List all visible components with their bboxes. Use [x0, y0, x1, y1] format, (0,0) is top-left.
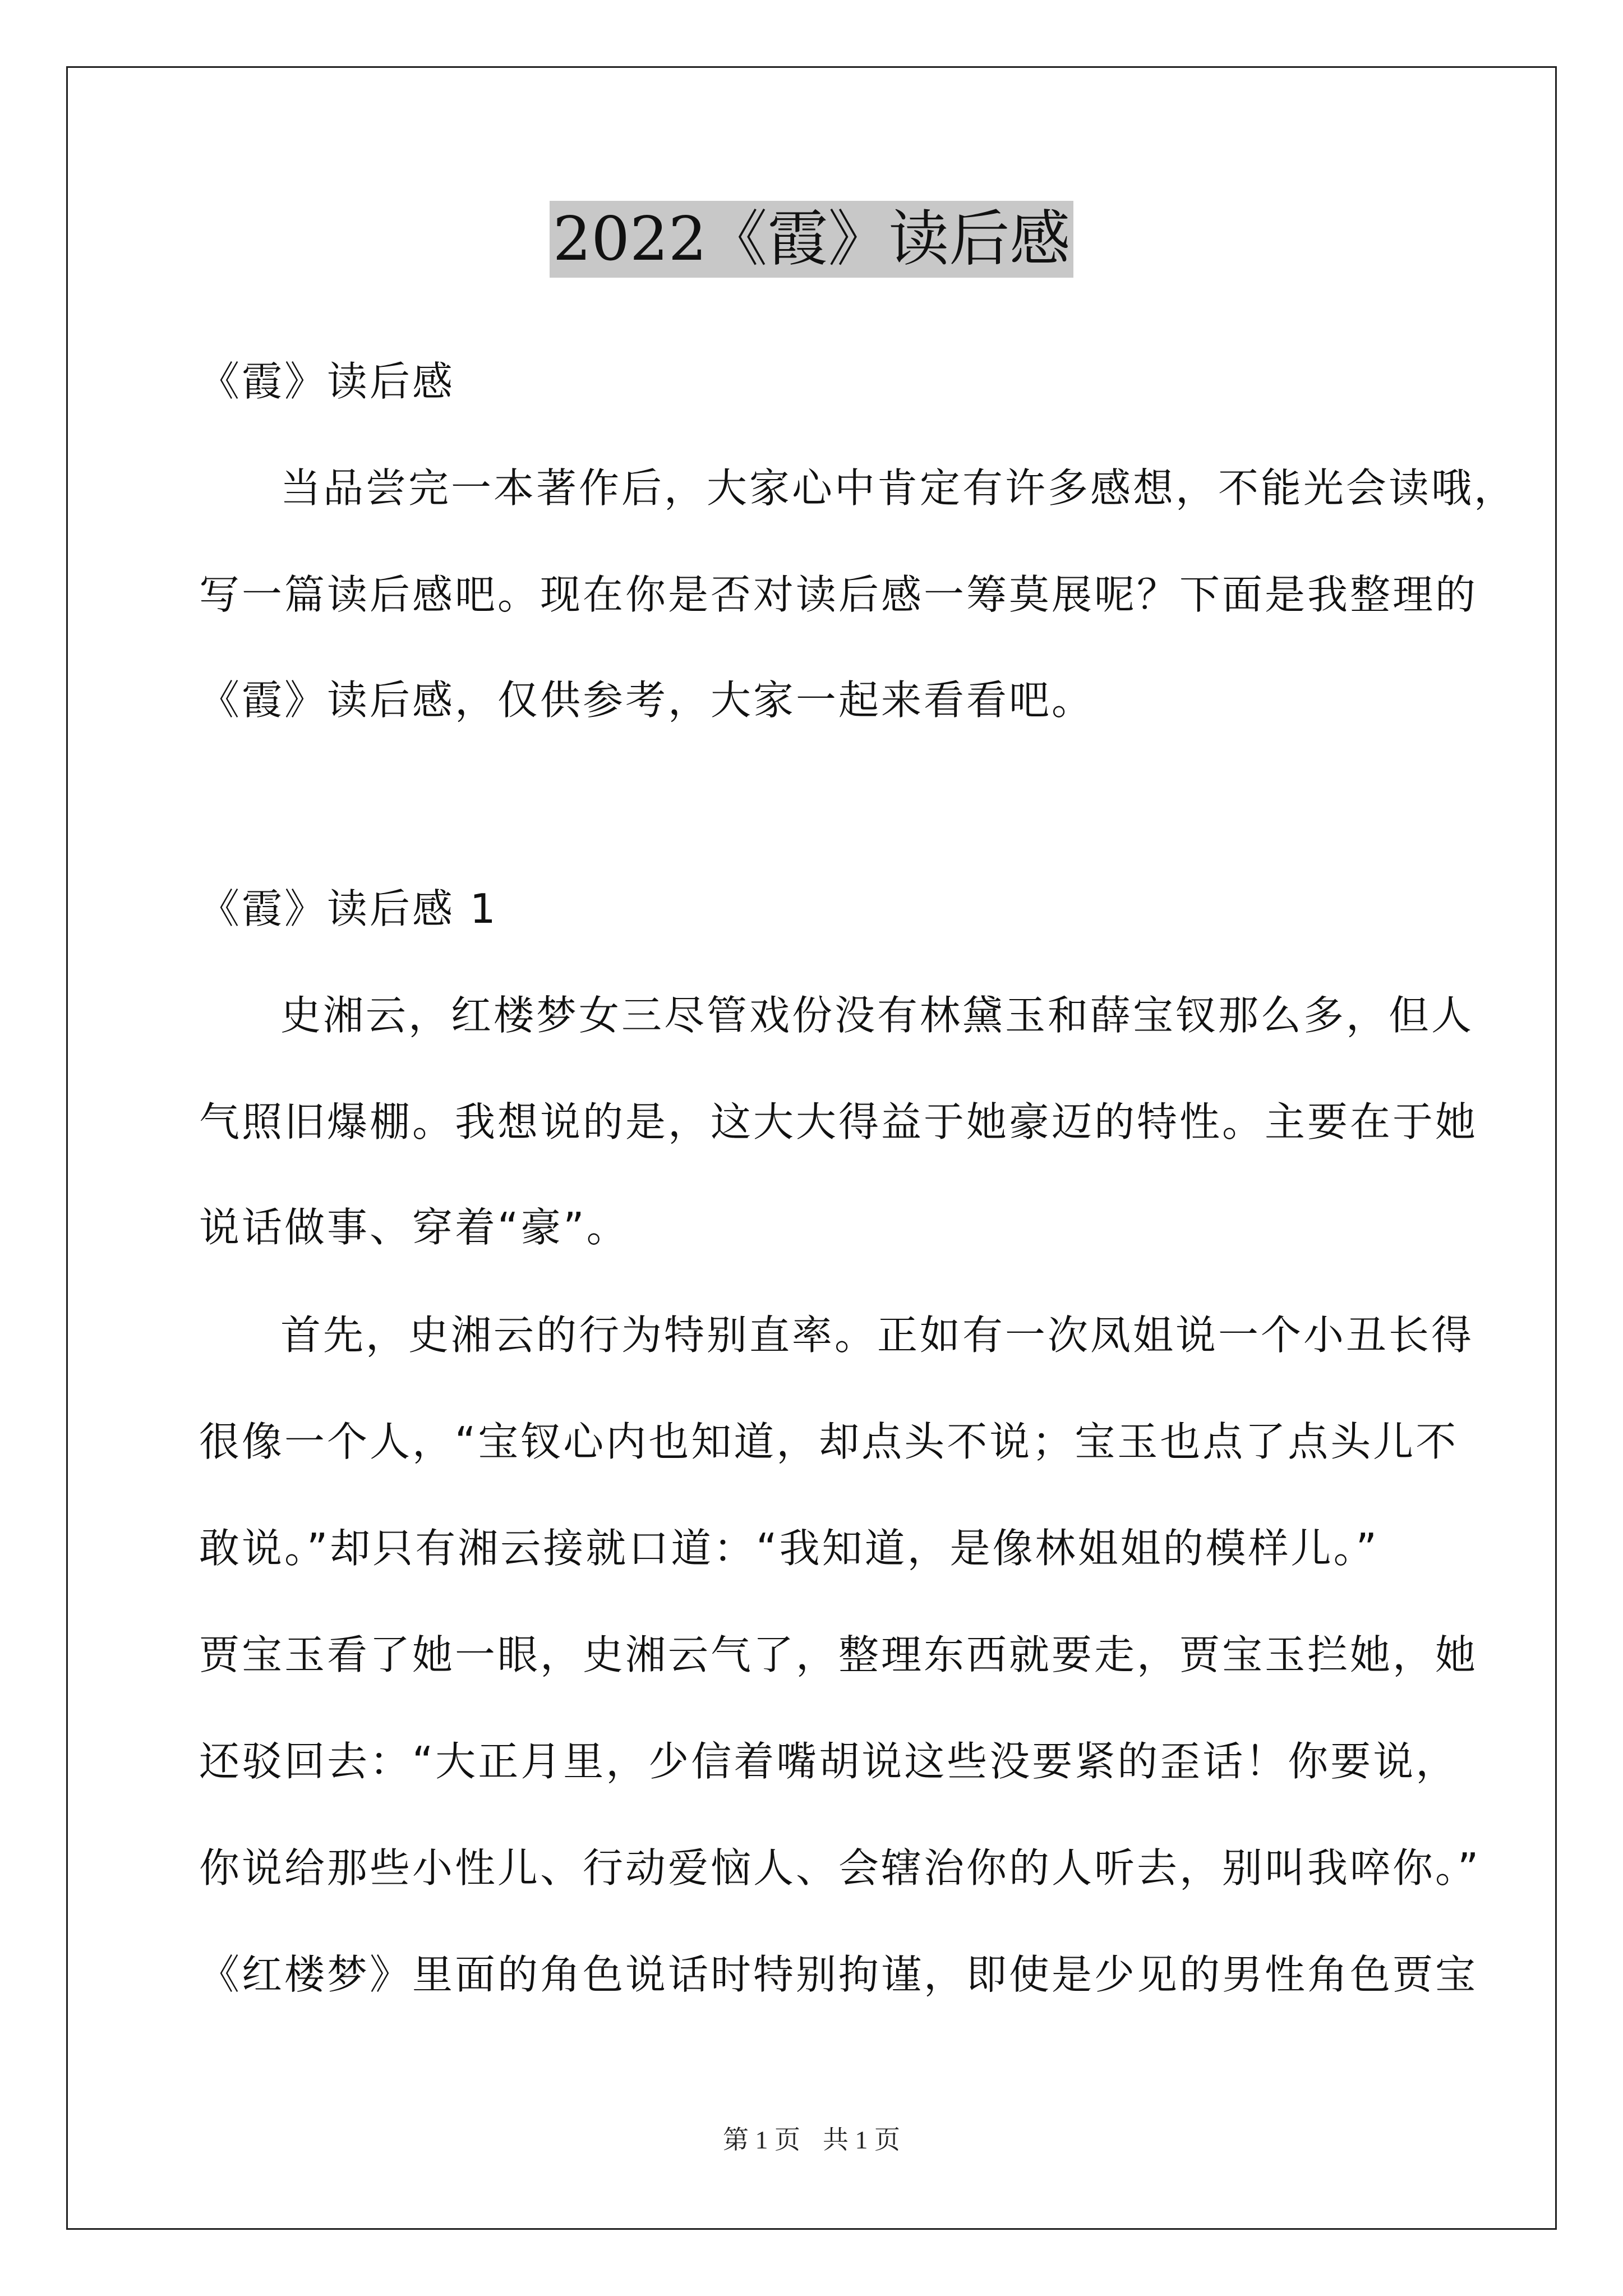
page-footer [0, 2119, 1623, 2156]
paragraph-line: 还驳回去：“大正月里，少信着嘴胡说这些没要紧的歪话！你要说， [199, 1738, 1459, 1785]
intro-line: 当品尝完一本著作后，大家心中肯定有许多感想，不能光会读哦， [280, 464, 1517, 512]
section-heading: 《霞》读后感 1 [199, 885, 498, 932]
intro-line: 写一篇读后感吧。现在你是否对读后感一筹莫展呢？下面是我整理的 [199, 571, 1478, 618]
subtitle: 《霞》读后感 [199, 358, 455, 405]
paragraph-line: 史湘云，红楼梦女三尽管戏份没有林黛玉和薛宝钗那么多，但人 [280, 992, 1474, 1039]
document-title-text: 2022《霞》读后感 [550, 201, 1074, 278]
paragraph-line: 很像一个人，“宝钗心内也知道，却点头不说；宝玉也点了点头儿不 [199, 1418, 1459, 1465]
document-title [0, 197, 1623, 282]
paragraph-line: 首先，史湘云的行为特别直率。正如有一次凤姐说一个小丑长得 [280, 1312, 1474, 1359]
paragraph-line: 敢说。”却只有湘云接就口道：“我知道，是像林姐姐的模样儿。” [199, 1525, 1379, 1572]
paragraph-line: 贾宝玉看了她一眼，史湘云气了，整理东西就要走，贾宝玉拦她，她 [199, 1631, 1478, 1678]
intro-line: 《霞》读后感，仅供参考，大家一起来看看吧。 [199, 677, 1095, 724]
page-number: 第 1 页 [723, 2125, 800, 2154]
paragraph-line: 你说给那些小性儿、行动爱恼人、会辖治你的人听去，别叫我啐你。” [199, 1844, 1481, 1892]
paragraph-line: 说话做事、穿着“豪”。 [199, 1204, 629, 1251]
page-total: 共 1 页 [823, 2125, 900, 2154]
paragraph-line: 气照旧爆棚。我想说的是，这大大得益于她豪迈的特性。主要在于她 [199, 1098, 1478, 1145]
paragraph-line: 《红楼梦》里面的角色说话时特别拘谨，即使是少见的男性角色贾宝 [199, 1951, 1478, 1998]
